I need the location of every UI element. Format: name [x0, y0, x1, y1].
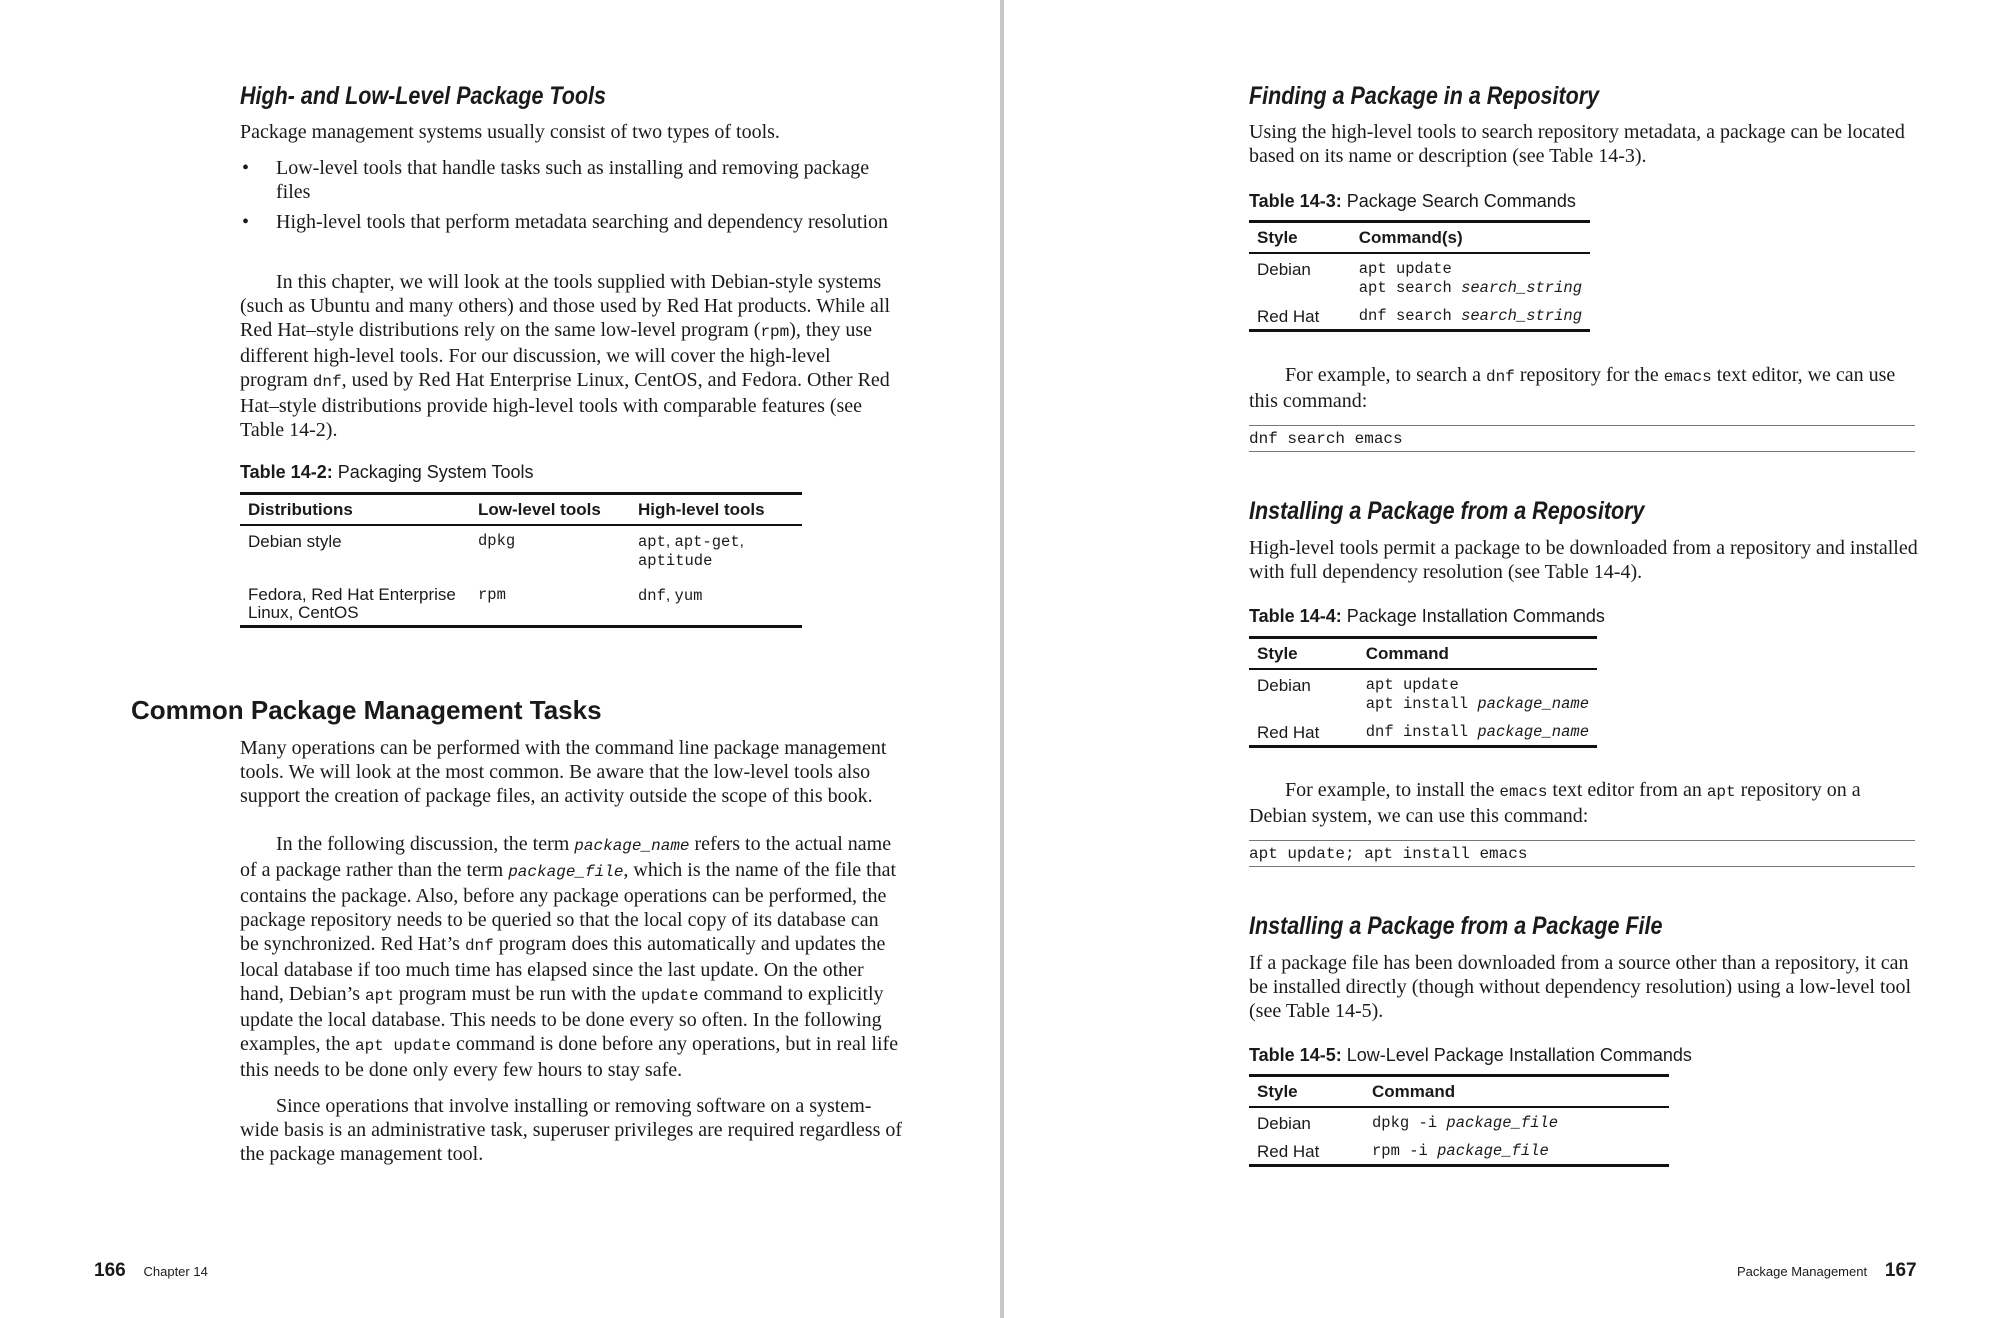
list-item: • Low-level tools that handle tasks such as installing and removing package files	[242, 157, 870, 203]
chapter-overview-paragraph: In this chapter, we will look at the tools supplied with Debian-style systems (such as Ubuntu and many others) and those used by Red Hat products. While all Red Hat–style distributions rely on the same low-level program (rpm), they use different high-level tools. For our discussion, we will cover the high-level program dnf, used by Red Hat Enterprise Linux, CentOS, and Fedora. Other Red Hat–style distributions provide high-level tools with comparable features (see Table 14-2).	[240, 271, 891, 441]
table-row	[1249, 669, 1597, 717]
style-cell: Red Hat	[1257, 723, 1320, 742]
page-number: 167	[1884, 1260, 1917, 1281]
column-header: Distributions	[240, 494, 470, 526]
distribution-cell: Debian style	[248, 532, 342, 551]
table-14-2-caption: Table 14-2: Packaging System Tools	[240, 462, 534, 482]
command-cell: dnf search search_string	[1358, 307, 1582, 325]
bullet-icon: •	[242, 157, 250, 179]
operations-paragraph: Many operations can be performed with the command line package management tools. We will look at the most common. Be aware that the low-level tools also support the creation of package files, an activity outside the scope of this book.	[240, 737, 887, 807]
right-page	[1006, 0, 2000, 1318]
high-level-tool-cell: apt, apt-get, aptitude	[638, 533, 744, 570]
column-header: Low-level tools	[470, 494, 630, 526]
high-level-tool-cell: dnf, yum	[638, 587, 703, 605]
section-title-install-repository: Installing a Package from a Repository	[1249, 497, 1645, 525]
command-cell: apt update apt install package_name	[1365, 676, 1589, 713]
intro-paragraph: Package management systems usually consist of two types of tools.	[240, 121, 780, 143]
command-cell: dpkg -i package_file	[1372, 1114, 1559, 1132]
low-level-tool-cell: rpm	[478, 586, 506, 604]
page-number: 166	[94, 1260, 126, 1281]
tool-types-list	[240, 156, 900, 240]
packaging-tools-table	[240, 492, 802, 628]
table-header-row	[1249, 222, 1590, 254]
table-row	[1249, 301, 1590, 331]
table-14-4-caption: Table 14-4: Package Installation Commands	[1249, 606, 1605, 626]
style-cell: Debian	[1257, 676, 1311, 695]
running-head: Package Management	[1737, 1264, 1868, 1279]
terminology-paragraph: In the following discussion, the term package_name refers to the actual name of a package rather than the term package_file, which is the name of the file that contains the package. Also, before any package operations can be performed, the package repository needs to be queried so that the local copy of its database can be synchronized. Red Hat’s dnf program does this automatically and updates the local database if too much time has elapsed since the last update. On the other hand, Debian’s apt program must be run with the update command to explicitly update the local database. This needs to be done every so often. In the following examples, the apt update command is done before any operations, but in real life this needs to be done only every few hours to stay safe.	[240, 833, 899, 1081]
package-search-table	[1249, 220, 1590, 332]
left-page-footer	[94, 1260, 208, 1282]
install-file-paragraph: If a package file has been downloaded from a source other than a repository, it can be installed directly (though without dependency resolution) using a low-level tool (see Table 14-5).	[1249, 952, 1912, 1022]
table-row	[240, 574, 802, 627]
table-row	[1249, 717, 1597, 747]
table-row	[1249, 253, 1590, 301]
table-14-5-caption: Table 14-5: Low-Level Package Installation Commands	[1249, 1045, 1692, 1065]
low-level-tool-cell: dpkg	[478, 532, 516, 550]
distribution-cell: Fedora, Red Hat Enterprise Linux, CentOS	[248, 585, 456, 622]
code-block-dnf-search: dnf search emacs	[1249, 425, 1915, 452]
code-block-apt-install: apt update; apt install emacs	[1249, 840, 1915, 867]
table-header-row	[240, 494, 802, 526]
list-item: • High-level tools that perform metadata searching and dependency resolution	[242, 211, 889, 233]
style-cell: Debian	[1257, 260, 1311, 279]
section-title-common-tasks: Common Package Management Tasks	[131, 695, 602, 725]
chapter-label: Chapter 14	[143, 1264, 208, 1279]
bullet-icon: •	[242, 211, 250, 233]
command-cell: rpm -i package_file	[1372, 1142, 1549, 1160]
table-14-3-caption: Table 14-3: Package Search Commands	[1249, 191, 1576, 211]
install-example-paragraph: For example, to install the emacs text editor from an apt repository on a Debian system, we can use this command:	[1249, 779, 1861, 827]
section-title-package-tools: High- and Low-Level Package Tools	[240, 82, 606, 110]
style-cell: Red Hat	[1257, 307, 1320, 326]
table-header-row	[1249, 1076, 1669, 1108]
column-header: High-level tools	[630, 494, 802, 526]
table-header-row	[1249, 638, 1597, 670]
privileges-paragraph: Since operations that involve installing or removing software on a system-wide basis is an administrative task, superuser privileges are required regardless of the package management tool.	[240, 1095, 903, 1165]
style-cell: Debian	[1257, 1114, 1311, 1133]
command-cell: dnf install package_name	[1365, 723, 1589, 741]
package-installation-table	[1249, 636, 1597, 748]
table-row	[240, 525, 802, 574]
style-cell: Red Hat	[1257, 1142, 1320, 1161]
finding-paragraph: Using the high-level tools to search repository metadata, a package can be located based on its name or description (see Table 14-3).	[1249, 121, 1905, 167]
search-example-paragraph: For example, to search a dnf repository for the emacs text editor, we can use this command:	[1249, 364, 1896, 412]
column-header: Style	[1249, 1076, 1364, 1108]
column-header: Command(s)	[1351, 222, 1590, 254]
table-row	[1249, 1107, 1669, 1136]
column-header: Style	[1249, 222, 1351, 254]
column-header: Style	[1249, 638, 1358, 670]
page-gutter	[1000, 0, 1004, 1318]
column-header: Command	[1358, 638, 1597, 670]
table-row	[1249, 1136, 1669, 1166]
column-header: Command	[1364, 1076, 1669, 1108]
section-title-finding-package: Finding a Package in a Repository	[1249, 82, 1600, 110]
section-title-install-file: Installing a Package from a Package File	[1249, 912, 1663, 940]
low-level-installation-table	[1249, 1074, 1669, 1167]
command-cell: apt update apt search search_string	[1358, 260, 1582, 297]
install-repository-paragraph: High-level tools permit a package to be downloaded from a repository and installed with full dependency resolution (see Table 14-4).	[1249, 537, 1918, 583]
right-page-footer	[1737, 1260, 1917, 1282]
